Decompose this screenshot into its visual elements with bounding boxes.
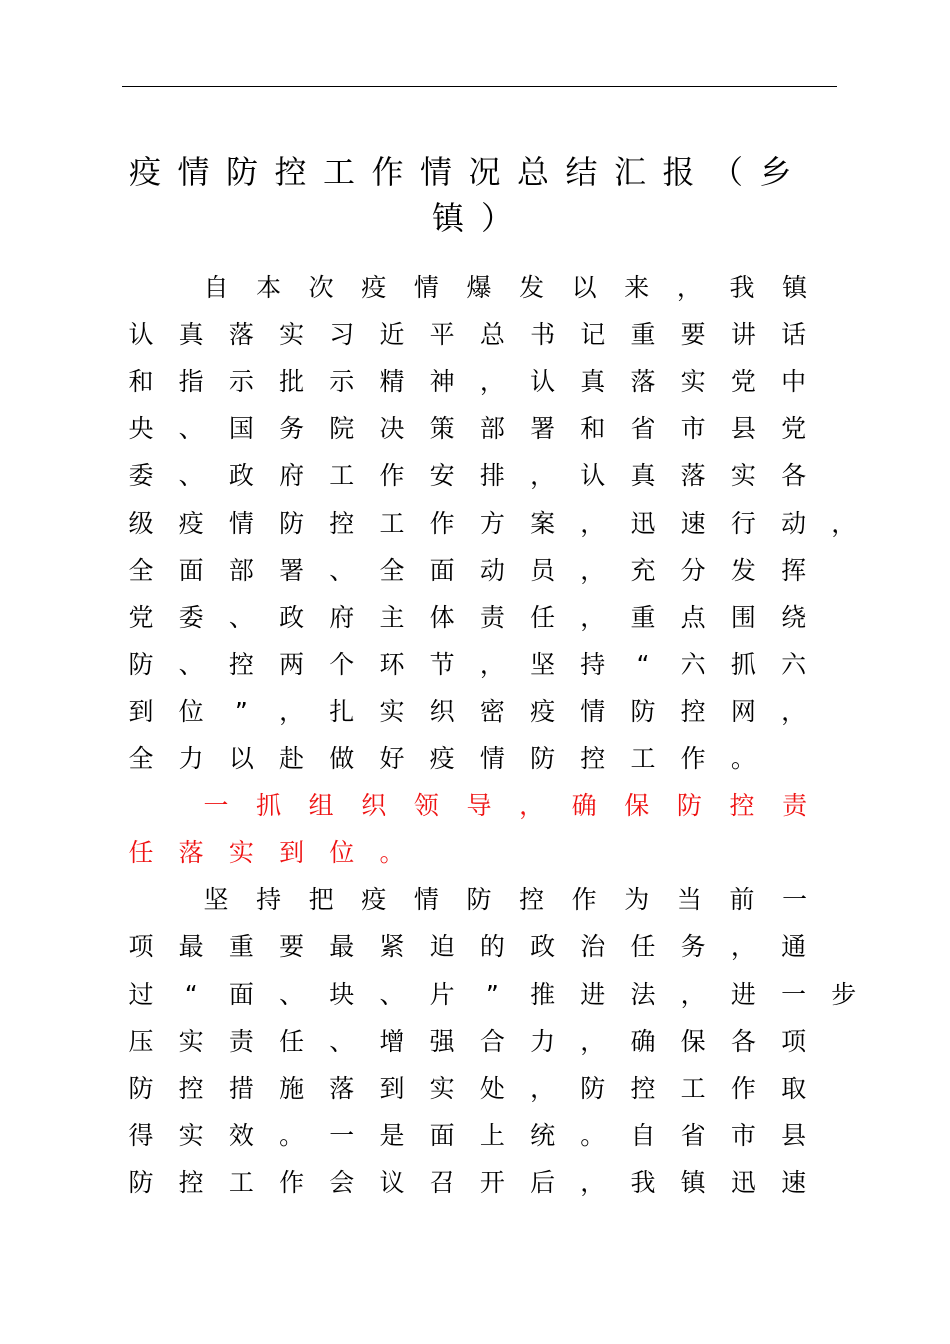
section-heading-line: 一 抓 组 织 领 导 ， 确 保 防 控 责: [203, 791, 808, 821]
paragraph-line: 得 实 效 。 一 是 面 上 统 。 自 省 市 县: [128, 1120, 807, 1150]
paragraph-line: 过 “ 面 、 块 、 片 ” 推 进 法 ， 进 一 步: [128, 979, 857, 1009]
paragraph-line: 项 最 重 要 最 紧 迫 的 政 治 任 务 ， 通: [128, 932, 807, 962]
header-rule: [122, 86, 837, 87]
paragraph-line: 全 面 部 署 、 全 面 动 员 ， 充 分 发 挥: [128, 555, 807, 585]
paragraph-line: 自 本 次 疫 情 爆 发 以 来 ， 我 镇: [203, 273, 808, 302]
paragraph-line: 防 控 措 施 落 到 实 处 ， 防 控 工 作 取: [128, 1073, 807, 1103]
section-heading-line: 任 落 实 到 位 。: [128, 838, 405, 868]
paragraph-line: 级 疫 情 防 控 工 作 方 案 ， 迅 速 行 动 ，: [128, 508, 857, 538]
paragraph-line: 央 、 国 务 院 决 策 部 署 和 省 市 县 党: [128, 414, 807, 444]
paragraph-line: 全 力 以 赴 做 好 疫 情 防 控 工 作 。: [128, 744, 756, 773]
paragraph-line: 压 实 责 任 、 增 强 合 力 ， 确 保 各 项: [128, 1026, 807, 1056]
paragraph-line: 认 真 落 实 习 近 平 总 书 记 重 要 讲 话: [128, 320, 807, 350]
paragraph-line: 和 指 示 批 示 精 神 ， 认 真 落 实 党 中: [128, 367, 807, 397]
paragraph-line: 防 、 控 两 个 环 节 ， 坚 持 “ 六 抓 六: [128, 649, 807, 679]
paragraph-line: 党 委 、 政 府 主 体 责 任 ， 重 点 围 绕: [128, 602, 807, 632]
paragraph-line: 防 控 工 作 会 议 召 开 后 ， 我 镇 迅 速: [128, 1167, 807, 1197]
paragraph-line: 坚 持 把 疫 情 防 控 作 为 当 前 一: [203, 885, 808, 915]
paragraph-line: 到 位 ” ， 扎 实 织 密 疫 情 防 控 网 ，: [128, 696, 807, 726]
paragraph-line: 委 、 政 府 工 作 安 排 ， 认 真 落 实 各: [128, 461, 807, 491]
